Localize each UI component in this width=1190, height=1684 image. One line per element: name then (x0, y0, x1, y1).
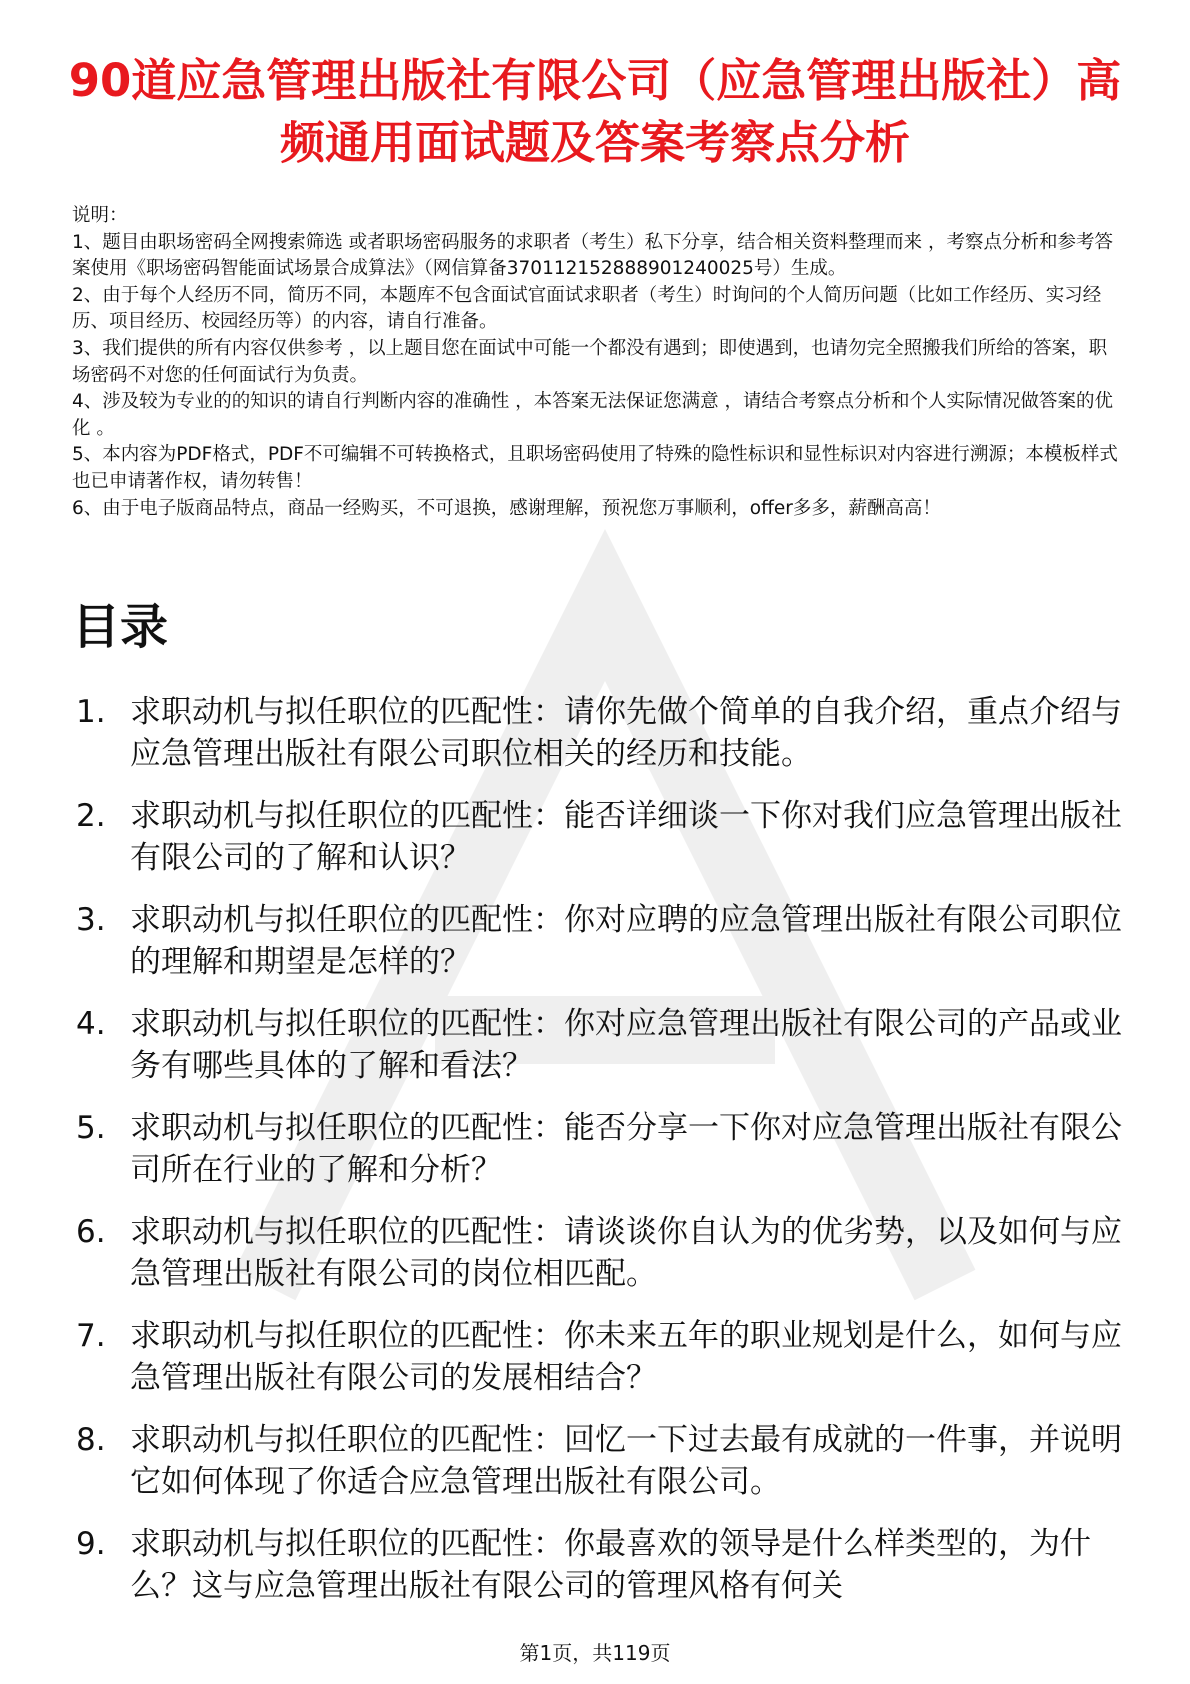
toc-text: 求职动机与拟任职位的匹配性：请谈谈你自认为的优劣势，以及如何与应急管理出版社有限公司的岗位相匹配。 (130, 1214, 1122, 1292)
toc-number: 3. (76, 902, 106, 938)
toc-number: 2. (76, 798, 106, 834)
toc-text: 求职动机与拟任职位的匹配性：请你先做个简单的自我介绍，重点介绍与应急管理出版社有限公司职位相关的经历和技能。 (130, 694, 1122, 772)
toc-text: 求职动机与拟任职位的匹配性：回忆一下过去最有成就的一件事，并说明它如何体现了你适合应急管理出版社有限公司。 (130, 1422, 1122, 1500)
toc-number: 5. (76, 1110, 106, 1146)
toc-number: 6. (76, 1214, 106, 1250)
note-item: 3、我们提供的所有内容仅供参考 ，以上题目您在面试中可能一个都没有遇到；即使遇到，也请勿完全照搬我们所给的答案，职场密码不对您的任何面试行为负责。 (72, 337, 1108, 386)
note-item: 1、题目由职场密码全网搜索筛选 或者职场密码服务的求职者（考生）私下分享，结合相关资料整理而来 ，考察点分析和参考答案使用《职场密码智能面试场景合成算法》（网信算备370112152888901240025号）生成。 (72, 231, 1114, 280)
toc-item[interactable] (72, 1212, 1122, 1295)
toc-text: 求职动机与拟任职位的匹配性：能否详细谈一下你对我们应急管理出版社有限公司的了解和认识？ (130, 798, 1122, 876)
toc-item[interactable] (72, 1316, 1122, 1399)
toc-text: 求职动机与拟任职位的匹配性：你对应聘的应急管理出版社有限公司职位的理解和期望是怎样的？ (130, 902, 1122, 980)
notes-section (72, 203, 1122, 522)
toc-number: 9. (76, 1526, 106, 1562)
toc-number: 1. (76, 694, 106, 730)
toc-number: 8. (76, 1422, 106, 1458)
note-item: 6、由于电子版商品特点，商品一经购买，不可退换，感谢理解，预祝您万事顺利，offer多多，薪酬高高！ (72, 497, 941, 519)
toc-item[interactable] (72, 796, 1122, 879)
toc-number: 7. (76, 1318, 106, 1354)
page-footer: 第1页，共119页 (519, 1641, 671, 1665)
toc-text: 求职动机与拟任职位的匹配性：你对应急管理出版社有限公司的产品或业务有哪些具体的了解和看法？ (130, 1006, 1122, 1084)
document-title: 90道应急管理出版社有限公司（应急管理出版社）高频通用面试题及答案考察点分析 (68, 54, 1122, 169)
toc-item[interactable] (72, 900, 1122, 983)
toc-item[interactable] (72, 1108, 1122, 1191)
toc-item[interactable] (72, 1420, 1122, 1503)
toc-item[interactable] (72, 692, 1122, 775)
note-item: 2、由于每个人经历不同，简历不同，本题库不包含面试官面试求职者（考生）时询问的个人简历问题（比如工作经历、实习经历、项目经历、校园经历等）的内容，请自行准备。 (72, 284, 1102, 333)
toc-item[interactable] (72, 1524, 1122, 1607)
toc-list (72, 692, 1122, 1628)
toc-number: 4. (76, 1006, 106, 1042)
note-item: 5、本内容为PDF格式，PDF不可编辑不可转换格式，且职场密码使用了特殊的隐性标识和显性标识对内容进行溯源；本模板样式也已申请著作权，请勿转售！ (72, 444, 1118, 492)
toc-heading: 目录 (72, 599, 169, 655)
toc-text: 求职动机与拟任职位的匹配性：你最喜欢的领导是什么样类型的，为什么？这与应急管理出版社有限公司的管理风格有何关 (130, 1526, 1091, 1604)
notes-heading: 说明： (72, 205, 128, 226)
toc-text: 求职动机与拟任职位的匹配性：你未来五年的职业规划是什么，如何与应急管理出版社有限公司的发展相结合？ (130, 1318, 1122, 1396)
toc-text: 求职动机与拟任职位的匹配性：能否分享一下你对应急管理出版社有限公司所在行业的了解和分析？ (130, 1110, 1122, 1188)
toc-item[interactable] (72, 1004, 1122, 1087)
note-item: 4、涉及较为专业的的知识的请自行判断内容的准确性 ，本答案无法保证您满意 ，请结合考察点分析和个人实际情况做答案的优化 。 (72, 391, 1114, 439)
